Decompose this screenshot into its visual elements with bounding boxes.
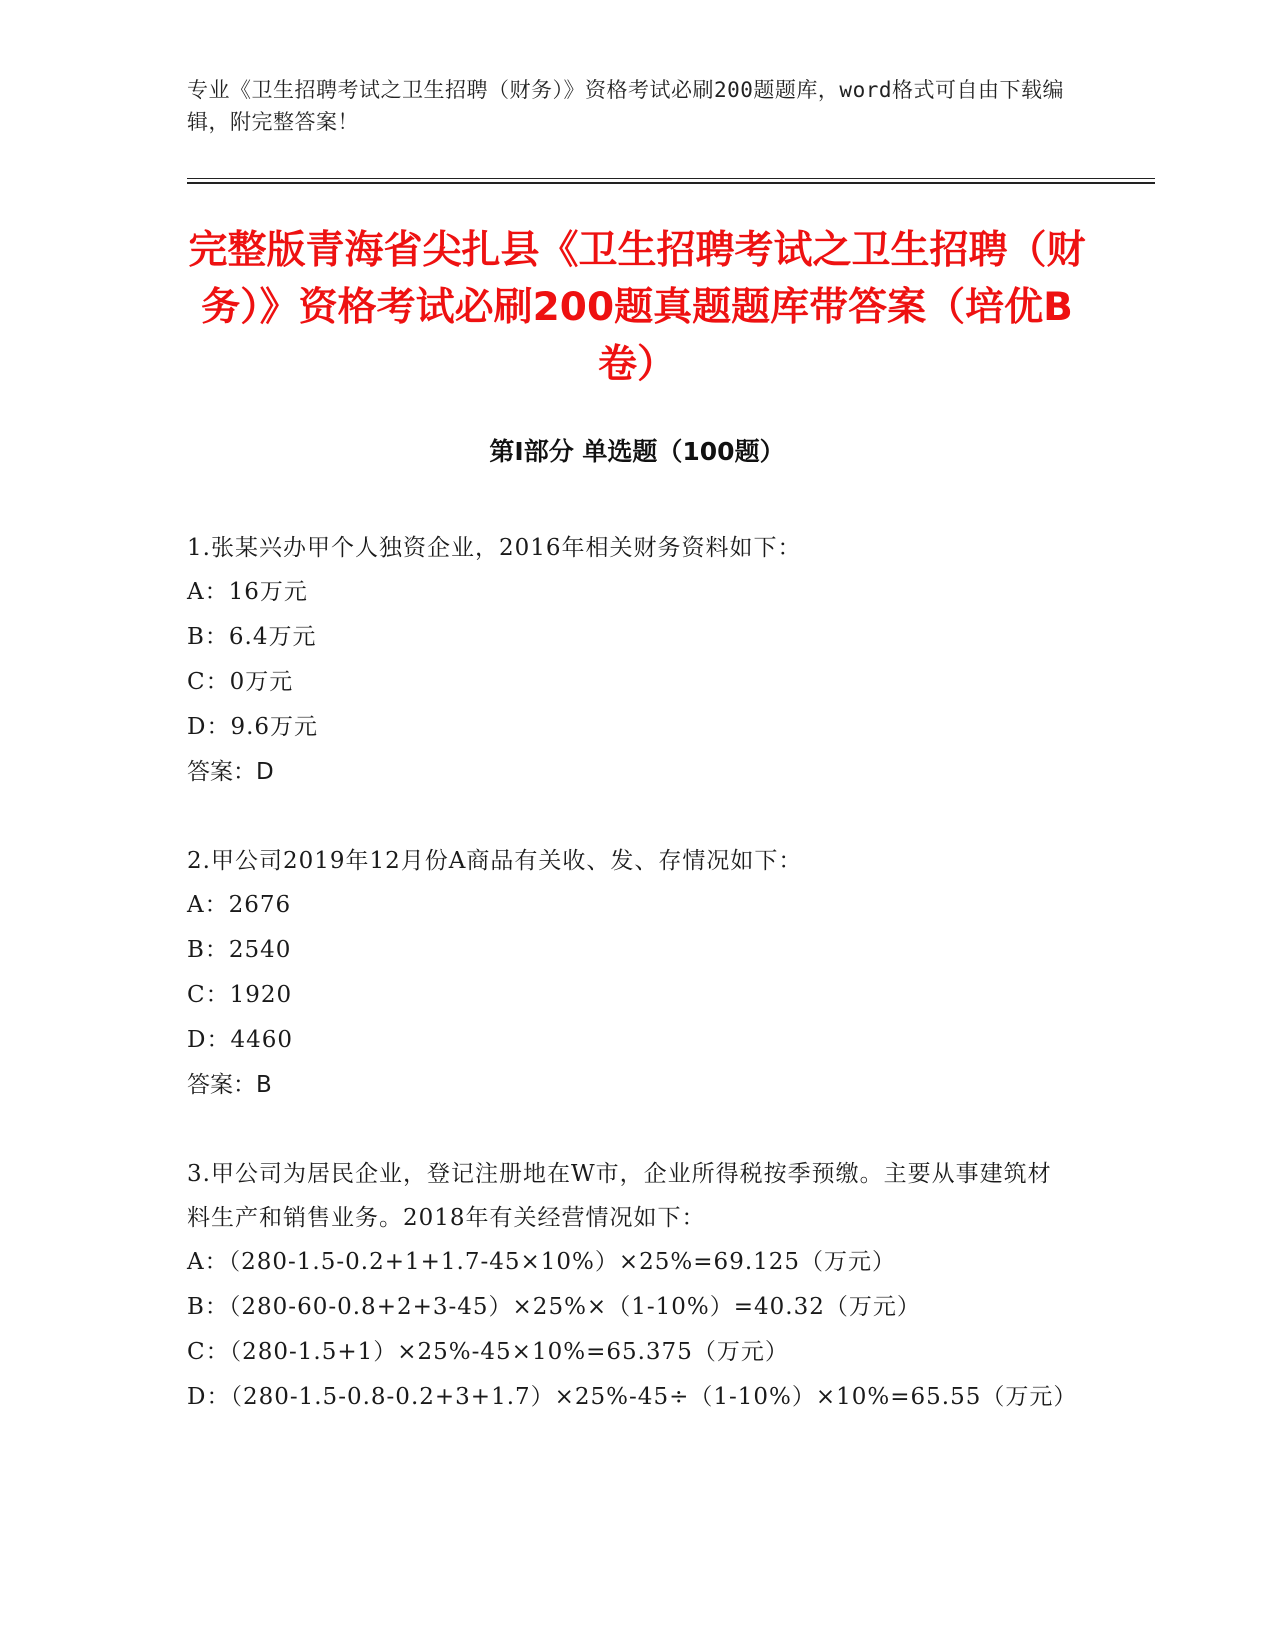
section-heading: 第Ⅰ部分 单选题（100题） bbox=[489, 437, 785, 466]
option-c: C：（280-1.5+1）×25%-45×10%=65.375（万元） bbox=[187, 1339, 789, 1365]
option-d: D：9.6万元 bbox=[187, 714, 319, 740]
question-1 bbox=[187, 526, 1067, 795]
question-2 bbox=[187, 839, 1067, 1108]
question-list bbox=[187, 526, 1078, 1464]
option-a: A：16万元 bbox=[187, 579, 308, 605]
answer: 答案：D bbox=[187, 759, 274, 785]
option-c: C：1920 bbox=[187, 982, 293, 1008]
option-b: B：（280-60-0.8+2+3-45）×25%×（1-10%）=40.32（万元） bbox=[187, 1294, 921, 1320]
answer: 答案：B bbox=[187, 1072, 272, 1098]
option-a: A：（280-1.5-0.2+1+1.7-45×10%）×25%=69.125（万元） bbox=[187, 1249, 897, 1275]
header-divider-thin bbox=[187, 178, 1155, 179]
header-note: 专业《卫生招聘考试之卫生招聘（财务）》资格考试必刷200题题库，word格式可自由下载编辑，附完整答案！ bbox=[187, 78, 1064, 134]
option-b: B：6.4万元 bbox=[187, 624, 317, 650]
option-a: A：2676 bbox=[187, 892, 292, 918]
option-c: C：0万元 bbox=[187, 669, 294, 695]
document-title: 完整版青海省尖扎县《卫生招聘考试之卫生招聘（财务）》资格考试必刷200题真题题库带答案（培优B卷） bbox=[188, 228, 1086, 387]
option-b: B：2540 bbox=[187, 937, 292, 963]
question-3 bbox=[187, 1152, 1078, 1420]
question-stem: 1.张某兴办甲个人独资企业，2016年相关财务资料如下： bbox=[187, 535, 802, 561]
question-stem: 2.甲公司2019年12月份A商品有关收、发、存情况如下： bbox=[187, 848, 803, 874]
header-divider-thick bbox=[187, 182, 1155, 184]
option-d: D：（280-1.5-0.8-0.2+3+1.7）×25%-45÷（1-10%）×10%=65.55（万元） bbox=[187, 1384, 1078, 1410]
option-d: D：4460 bbox=[187, 1027, 293, 1053]
question-stem: 3.甲公司为居民企业，登记注册地在W市，企业所得税按季预缴。主要从事建筑材料生产和销售业务。2018年有关经营情况如下： bbox=[187, 1161, 1052, 1231]
